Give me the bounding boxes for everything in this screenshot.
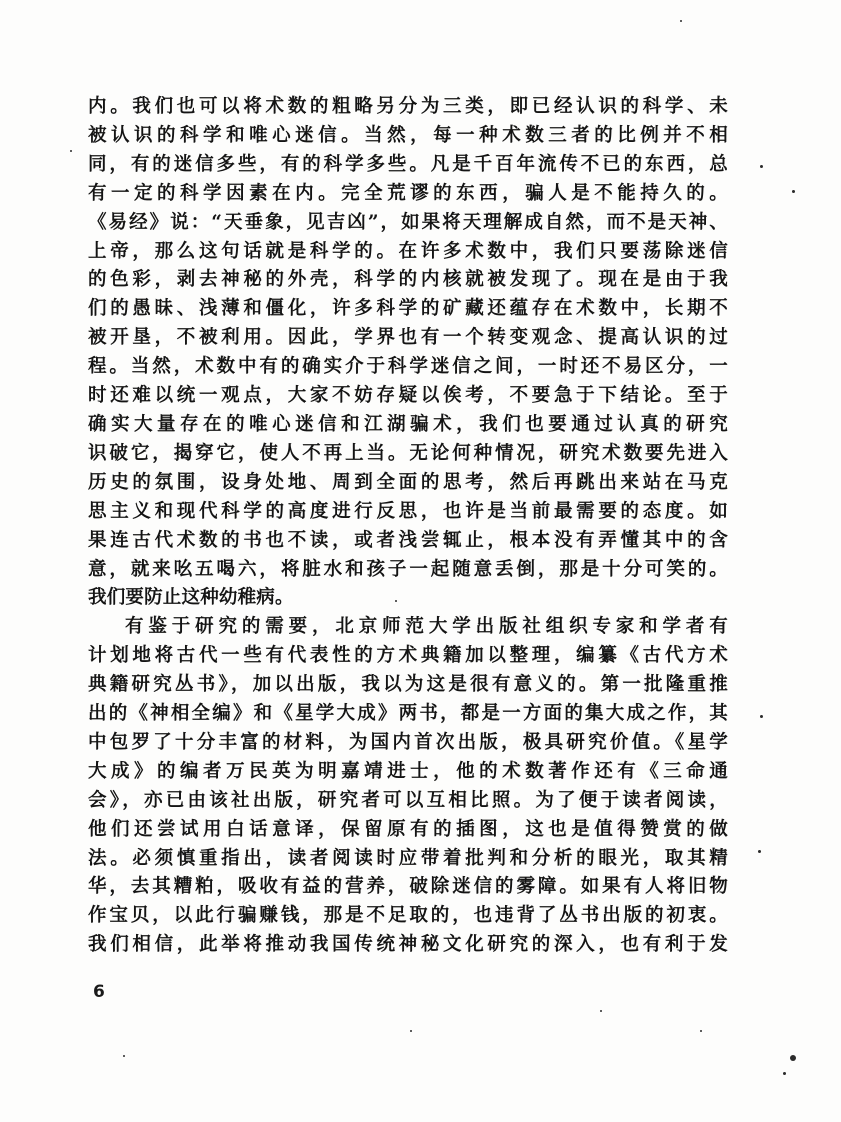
text-line: 《易经》说：“天垂象，见吉凶”，如果将天理解成自然，而不是天神、 <box>88 211 728 233</box>
text-line: 被认识的科学和唯心迷信。当然，每一种术数三者的比例并不相 <box>88 124 728 146</box>
text-line: 华，去其糟粕，吸收有益的营养，破除迷信的雾障。如果有人将旧物 <box>88 876 728 898</box>
scan-speck <box>123 1055 125 1057</box>
text-line: 我们要防止这种幼稚病。 <box>88 587 294 609</box>
body-text <box>88 93 728 960</box>
page-number: 6 <box>93 982 105 1002</box>
scan-speck <box>680 20 682 22</box>
scan-speck <box>70 150 72 152</box>
scan-speck <box>760 165 763 168</box>
text-line: 会》，亦已由该社出版，研究者可以互相比照。为了便于读者阅读， <box>88 789 728 811</box>
scan-speck <box>790 1055 796 1061</box>
text-line: 有鉴于研究的需要，北京师范大学出版社组织专家和学者有 <box>125 616 728 638</box>
scan-speck <box>760 715 763 718</box>
text-line: 被开垦，不被利用。因此，学界也有一个转变观念、提高认识的过 <box>88 327 728 349</box>
text-line: 们的愚昧、浅薄和僵化，许多科学的矿藏还蕴存在术数中，长期不 <box>88 298 728 320</box>
text-line: 典籍研究丛书》，加以出版，我以为这是很有意义的。第一批隆重推 <box>88 674 728 696</box>
text-line: 历史的氛围，设身处地、周到全面的思考，然后再跳出来站在马克 <box>88 471 728 493</box>
text-line: 同，有的迷信多些，有的科学多些。凡是千百年流传不已的东西，总 <box>88 153 728 175</box>
scan-speck <box>600 1010 602 1012</box>
text-line: 思主义和现代科学的高度进行反思，也许是当前最需要的态度。如 <box>88 500 728 522</box>
text-line: 上帝，那么这句话就是科学的。在许多术数中，我们只要荡除迷信 <box>88 240 728 262</box>
text-line: 中包罗了十分丰富的材料，为国内首次出版，极具研究价值。《星学 <box>88 731 728 753</box>
text-line: 内。我们也可以将术数的粗略另分为三类，即已经认识的科学、未 <box>88 96 728 117</box>
text-line: 作宝贝，以此行骗赚钱，那是不足取的，也违背了丛书出版的初衷。 <box>88 905 728 927</box>
scan-speck <box>395 600 397 602</box>
text-line: 程。当然，术数中有的确实介于科学迷信之间，一时还不易区分，一 <box>88 356 728 378</box>
scan-speck <box>792 190 795 193</box>
text-line: 果连古代术数的书也不读，或者浅尝辄止，根本没有弄懂其中的含 <box>88 529 728 551</box>
text-line: 识破它，揭穿它，使人不再上当。无论何种情况，研究术数要先进入 <box>88 442 728 464</box>
text-line: 大成》的编者万民英为明嘉靖进士，他的术数著作还有《三命通 <box>88 760 728 782</box>
text-line: 意，就来吆五喝六，将脏水和孩子一起随意丢倒，那是十分可笑的。 <box>88 558 728 580</box>
text-line: 法。必须慎重指出，读者阅读时应带着批判和分析的眼光，取其精 <box>88 847 728 869</box>
text-line: 时还难以统一观点，大家不妨存疑以俟考，不要急于下结论。至于 <box>88 385 728 407</box>
text-line: 有一定的科学因素在内。完全荒谬的东西，骗人是不能持久的。 <box>88 182 728 204</box>
text-line: 的色彩，剥去神秘的外壳，科学的内核就被发现了。现在是由于我 <box>88 269 728 291</box>
text-line: 他们还尝试用白话意译，保留原有的插图，这也是值得赞赏的做 <box>88 818 728 840</box>
text-line: 确实大量存在的唯心迷信和江湖骗术，我们也要通过认真的研究 <box>88 413 728 435</box>
scan-speck <box>783 1072 786 1075</box>
text-line: 计划地将古代一些有代表性的方术典籍加以整理，编纂《古代方术 <box>88 645 728 667</box>
scan-speck <box>410 1030 412 1032</box>
scan-speck <box>758 850 761 853</box>
text-line: 出的《神相全编》和《星学大成》两书，都是一方面的集大成之作，其 <box>88 703 728 725</box>
scan-speck <box>700 1030 702 1032</box>
text-line: 我们相信，此举将推动我国传统神秘文化研究的深入，也有利于发 <box>88 934 728 956</box>
